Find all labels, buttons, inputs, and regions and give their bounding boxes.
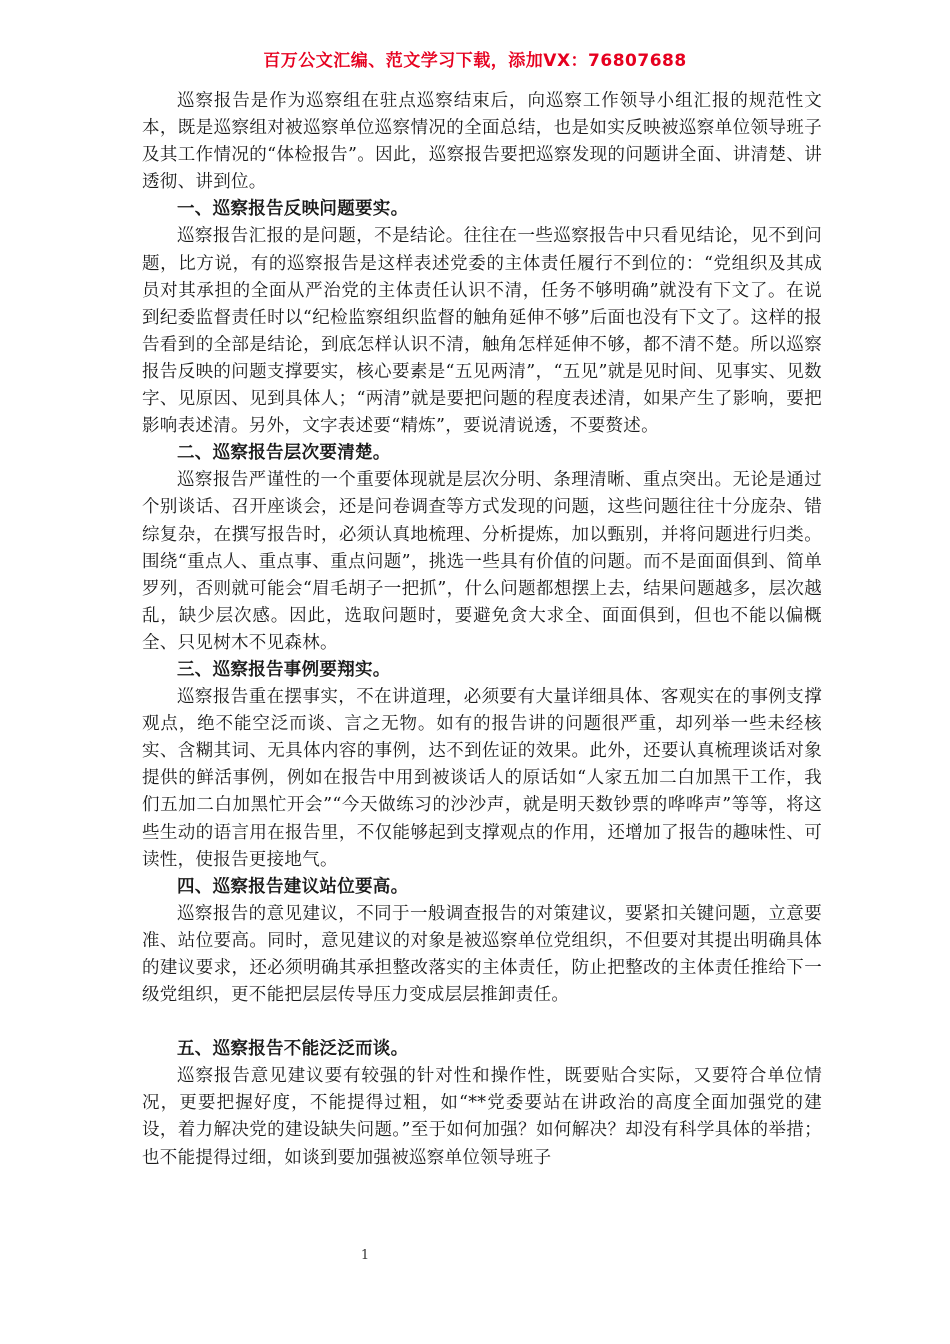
promo-banner: 百万公文汇编、范文学习下载，添加VX：76807688 <box>263 51 687 71</box>
section-4-heading: 四、巡察报告建议站位要高。 <box>177 876 409 897</box>
section-2-heading: 二、巡察报告层次要清楚。 <box>177 443 391 464</box>
section-2-body: 巡察报告严谨性的一个重要体现就是层次分明、条理清晰、重点突出。无论是通过个别谈话、召开座谈会，还是问卷调查等方式发现的问题，这些问题往往十分庞杂、错综复杂，在撰写报告时，必须认真地梳理、分析提炼，加以甄别，并将问题进行归类。围绕“重点人、重点事、重点问题”，挑选一些具有价值的问题。而不是面面俱到、简单罗列，否则就可能会“眉毛胡子一把抓”，什么问题都想摆上去，结果问题越多，层次越乱，缺少层次感。因此，选取问题时，要避免贪大求全、面面俱到，但也不能以偏概全、只见树木不见森林。 <box>142 470 822 653</box>
intro-paragraph: 巡察报告是作为巡察组在驻点巡察结束后，向巡察工作领导小组汇报的规范性文本，既是巡察组对被巡察单位巡察情况的全面总结，也是如实反映被巡察单位领导班子及其工作情况的“体检报告”。因此，巡察报告要把巡察发现的问题讲全面、讲清楚、讲透彻、讲到位。 <box>142 91 822 193</box>
section-1-heading: 一、巡察报告反映问题要实。 <box>177 199 409 220</box>
section-5-heading: 五、巡察报告不能泛泛而谈。 <box>177 1039 409 1060</box>
section-4-body: 巡察报告的意见建议，不同于一般调查报告的对策建议，要紧扣关键问题，立意要准、站位要高。同时，意见建议的对象是被巡察单位党组织，不但要对其提出明确具体的建议要求，还必须明确其承担整改落实的主体责任，防止把整改的主体责任推给下一级党组织，更不能把层层传导压力变成层层推卸责任。 <box>142 903 822 1006</box>
section-5-body: 巡察报告意见建议要有较强的针对性和操作性，既要贴合实际，又要符合单位情况，更要把握好度，不能提得过粗，如“**党委要站在讲政治的高度全面加强党的建设，着力解决党的建设缺失问题。”至于如何加强？如何解决？却没有科学具体的举措；也不能提得过细，如谈到要加强被巡察单位领导班子 <box>142 1066 822 1168</box>
section-3-body: 巡察报告重在摆事实，不在讲道理，必须要有大量详细具体、客观实在的事例支撑观点，绝不能空泛而谈、言之无物。如有的报告讲的问题很严重，却列举一些未经核实、含糊其词、无具体内容的事例，达不到佐证的效果。此外，还要认真梳理谈话对象提供的鲜活事例，例如在报告中用到被谈话人的原话如“人家五加二白加黑干工作，我们五加二白加黑忙开会”“今天做练习的沙沙声，就是明天数钞票的哗哗声”等等，将这些生动的语言用在报告里，不仅能够起到支撑观点的作用，还增加了报告的趣味性、可读性，使报告更接地气。 <box>142 687 822 870</box>
section-3-heading: 三、巡察报告事例要翔实。 <box>177 659 391 680</box>
document-body <box>142 88 822 1172</box>
section-1-body: 巡察报告汇报的是问题，不是结论。往往在一些巡察报告中只看见结论，见不到问题，比方说，有的巡察报告是这样表述党委的主体责任履行不到位的：“党组织及其成员对其承担的全面从严治党的主体责任认识不清，任务不够明确”就没有下文了。在说到纪委监督责任时以“纪检监察组织监督的触角延伸不够”后面也没有下文了。这样的报告看到的全部是结论，到底怎样认识不清，触角怎样延伸不够，都不清不楚。所以巡察报告反映的问题支撑要实，核心要素是“五见两清”，“五见”就是见时间、见事实、见数字、见原因、见到具体人；“两清”就是要把问题的程度表述清，如果产生了影响，要把影响表述清。另外，文字表述要“精炼”，要说清说透，不要赘述。 <box>142 226 822 437</box>
section-gap <box>142 1009 822 1036</box>
page-number: 1 <box>360 1248 370 1263</box>
